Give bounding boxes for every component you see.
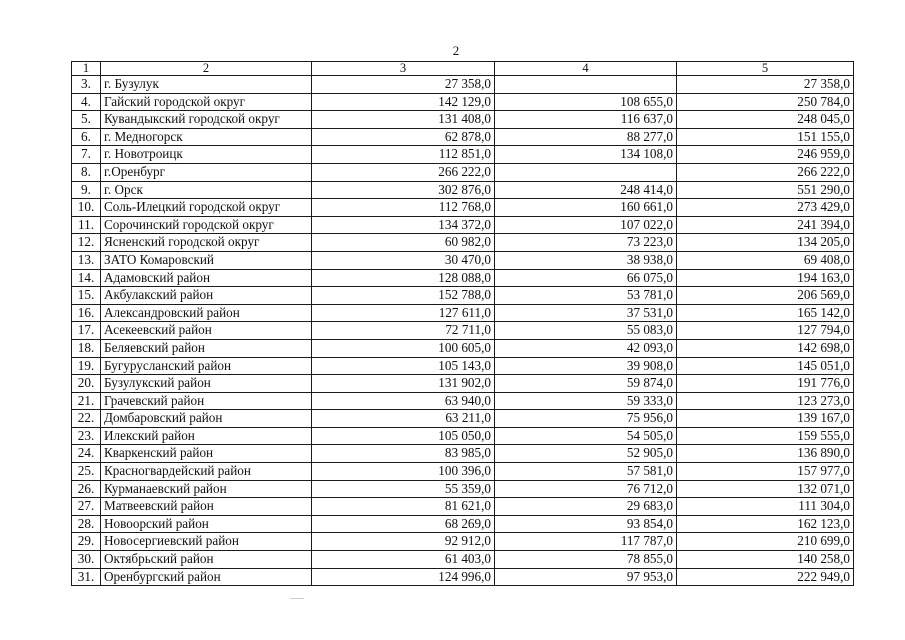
column-3-value-cell: 55 359,0	[312, 480, 495, 498]
row-number-cell: 22.	[72, 410, 101, 428]
column-4-value-cell: 57 581,0	[495, 463, 677, 481]
column-3-value-cell: 112 851,0	[312, 146, 495, 164]
municipality-name-cell: Грачевский район	[101, 392, 312, 410]
column-3-value-cell: 83 985,0	[312, 445, 495, 463]
row-number-cell: 9.	[72, 181, 101, 199]
column-3-value-cell: 100 605,0	[312, 339, 495, 357]
column-3-value-cell: 63 211,0	[312, 410, 495, 428]
column-5-value-cell: 241 394,0	[677, 216, 854, 234]
municipality-name-cell: Новоорский район	[101, 515, 312, 533]
table-row	[72, 128, 854, 146]
column-5-value-cell: 266 222,0	[677, 163, 854, 181]
column-3-value-cell: 60 982,0	[312, 234, 495, 252]
row-number-cell: 14.	[72, 269, 101, 287]
municipality-name-cell: Кваркенский район	[101, 445, 312, 463]
column-5-value-cell: 145 051,0	[677, 357, 854, 375]
column-3-value-cell: 128 088,0	[312, 269, 495, 287]
column-4-value-cell: 116 637,0	[495, 111, 677, 129]
column-3-value-cell: 131 408,0	[312, 111, 495, 129]
row-number-cell: 31.	[72, 568, 101, 586]
column-4-value-cell: 76 712,0	[495, 480, 677, 498]
column-5-value-cell: 248 045,0	[677, 111, 854, 129]
table-row	[72, 445, 854, 463]
column-4-value-cell: 108 655,0	[495, 93, 677, 111]
row-number-cell: 17.	[72, 322, 101, 340]
table-row	[72, 163, 854, 181]
column-4-value-cell: 38 938,0	[495, 251, 677, 269]
table-row	[72, 551, 854, 569]
column-5-value-cell: 127 794,0	[677, 322, 854, 340]
column-4-value-cell: 39 908,0	[495, 357, 677, 375]
municipality-name-cell: Соль-Илецкий городской округ	[101, 199, 312, 217]
column-3-value-cell: 105 050,0	[312, 427, 495, 445]
row-number-cell: 25.	[72, 463, 101, 481]
row-number-cell: 11.	[72, 216, 101, 234]
row-number-cell: 26.	[72, 480, 101, 498]
table-row	[72, 357, 854, 375]
column-4-value-cell: 73 223,0	[495, 234, 677, 252]
column-3-value-cell: 92 912,0	[312, 533, 495, 551]
table-row	[72, 111, 854, 129]
column-header-3: 3	[312, 62, 495, 76]
column-4-value-cell: 52 905,0	[495, 445, 677, 463]
column-5-value-cell: 165 142,0	[677, 304, 854, 322]
table-row	[72, 392, 854, 410]
table-row	[72, 181, 854, 199]
table-row	[72, 375, 854, 393]
column-4-value-cell: 59 874,0	[495, 375, 677, 393]
table-row	[72, 93, 854, 111]
column-5-value-cell: 140 258,0	[677, 551, 854, 569]
column-5-value-cell: 123 273,0	[677, 392, 854, 410]
column-5-value-cell: 139 167,0	[677, 410, 854, 428]
column-3-value-cell: 142 129,0	[312, 93, 495, 111]
municipality-name-cell: Асекеевский район	[101, 322, 312, 340]
municipality-name-cell: Сорочинский городской округ	[101, 216, 312, 234]
table-row	[72, 515, 854, 533]
table-row	[72, 234, 854, 252]
row-number-cell: 6.	[72, 128, 101, 146]
column-5-value-cell: 151 155,0	[677, 128, 854, 146]
table-row	[72, 322, 854, 340]
column-4-value-cell: 29 683,0	[495, 498, 677, 516]
municipality-name-cell: ЗАТО Комаровский	[101, 251, 312, 269]
table-row	[72, 269, 854, 287]
municipality-name-cell: Курманаевский район	[101, 480, 312, 498]
column-5-value-cell: 132 071,0	[677, 480, 854, 498]
table-row	[72, 427, 854, 445]
table-body	[72, 62, 854, 586]
municipality-name-cell: Бузулукский район	[101, 375, 312, 393]
data-table	[71, 61, 854, 586]
column-3-value-cell: 105 143,0	[312, 357, 495, 375]
municipality-name-cell: Домбаровский район	[101, 410, 312, 428]
municipality-name-cell: г. Новотроицк	[101, 146, 312, 164]
column-number-row	[72, 62, 854, 76]
column-4-value-cell: 78 855,0	[495, 551, 677, 569]
column-4-value-cell: 54 505,0	[495, 427, 677, 445]
table-row	[72, 199, 854, 217]
municipality-name-cell: г. Медногорск	[101, 128, 312, 146]
column-3-value-cell: 112 768,0	[312, 199, 495, 217]
municipality-name-cell: Александровский район	[101, 304, 312, 322]
column-3-value-cell: 63 940,0	[312, 392, 495, 410]
column-3-value-cell: 72 711,0	[312, 322, 495, 340]
row-number-cell: 15.	[72, 287, 101, 305]
table-row	[72, 146, 854, 164]
column-4-value-cell: 59 333,0	[495, 392, 677, 410]
column-3-value-cell: 61 403,0	[312, 551, 495, 569]
table-row	[72, 480, 854, 498]
table-row	[72, 339, 854, 357]
column-3-value-cell: 131 902,0	[312, 375, 495, 393]
table-row	[72, 251, 854, 269]
row-number-cell: 7.	[72, 146, 101, 164]
municipality-name-cell: Кувандыкский городской округ	[101, 111, 312, 129]
column-5-value-cell: 210 699,0	[677, 533, 854, 551]
row-number-cell: 21.	[72, 392, 101, 410]
row-number-cell: 20.	[72, 375, 101, 393]
table-row	[72, 533, 854, 551]
municipality-name-cell: г. Орск	[101, 181, 312, 199]
column-3-value-cell: 68 269,0	[312, 515, 495, 533]
column-4-value-cell: 93 854,0	[495, 515, 677, 533]
column-5-value-cell: 69 408,0	[677, 251, 854, 269]
municipality-name-cell: Бугурусланский район	[101, 357, 312, 375]
municipality-name-cell: Акбулакский район	[101, 287, 312, 305]
column-4-value-cell: 88 277,0	[495, 128, 677, 146]
table-row	[72, 568, 854, 586]
column-5-value-cell: 134 205,0	[677, 234, 854, 252]
column-4-value-cell: 66 075,0	[495, 269, 677, 287]
row-number-cell: 12.	[72, 234, 101, 252]
row-number-cell: 13.	[72, 251, 101, 269]
row-number-cell: 5.	[72, 111, 101, 129]
column-5-value-cell: 250 784,0	[677, 93, 854, 111]
municipality-name-cell: Гайский городской округ	[101, 93, 312, 111]
column-5-value-cell: 191 776,0	[677, 375, 854, 393]
column-4-value-cell: 160 661,0	[495, 199, 677, 217]
row-number-cell: 28.	[72, 515, 101, 533]
column-5-value-cell: 206 569,0	[677, 287, 854, 305]
row-number-cell: 30.	[72, 551, 101, 569]
column-5-value-cell: 273 429,0	[677, 199, 854, 217]
column-4-value-cell: 107 022,0	[495, 216, 677, 234]
municipality-name-cell: г. Бузулук	[101, 76, 312, 94]
column-5-value-cell: 222 949,0	[677, 568, 854, 586]
column-3-value-cell: 134 372,0	[312, 216, 495, 234]
municipality-name-cell: Беляевский район	[101, 339, 312, 357]
municipality-name-cell: Ясненский городской округ	[101, 234, 312, 252]
column-3-value-cell: 30 470,0	[312, 251, 495, 269]
table-row	[72, 304, 854, 322]
row-number-cell: 16.	[72, 304, 101, 322]
column-3-value-cell: 81 621,0	[312, 498, 495, 516]
column-5-value-cell: 27 358,0	[677, 76, 854, 94]
column-5-value-cell: 157 977,0	[677, 463, 854, 481]
column-5-value-cell: 162 123,0	[677, 515, 854, 533]
row-number-cell: 27.	[72, 498, 101, 516]
municipality-name-cell: Матвеевский район	[101, 498, 312, 516]
column-5-value-cell: 136 890,0	[677, 445, 854, 463]
row-number-cell: 24.	[72, 445, 101, 463]
row-number-cell: 29.	[72, 533, 101, 551]
column-4-value-cell: 55 083,0	[495, 322, 677, 340]
table-row	[72, 463, 854, 481]
municipality-name-cell: Илекский район	[101, 427, 312, 445]
row-number-cell: 23.	[72, 427, 101, 445]
column-5-value-cell: 551 290,0	[677, 181, 854, 199]
column-3-value-cell: 27 358,0	[312, 76, 495, 94]
column-3-value-cell: 127 611,0	[312, 304, 495, 322]
column-4-value-cell: 42 093,0	[495, 339, 677, 357]
table-row	[72, 287, 854, 305]
municipality-name-cell: Красногвардейский район	[101, 463, 312, 481]
row-number-cell: 18.	[72, 339, 101, 357]
column-4-value-cell: 37 531,0	[495, 304, 677, 322]
column-5-value-cell: 111 304,0	[677, 498, 854, 516]
column-header-4: 4	[495, 62, 677, 76]
row-number-cell: 19.	[72, 357, 101, 375]
column-4-value-cell: 248 414,0	[495, 181, 677, 199]
column-3-value-cell: 62 878,0	[312, 128, 495, 146]
row-number-cell: 4.	[72, 93, 101, 111]
column-5-value-cell: 159 555,0	[677, 427, 854, 445]
row-number-cell: 3.	[72, 76, 101, 94]
row-number-cell: 10.	[72, 199, 101, 217]
column-header-5: 5	[677, 62, 854, 76]
municipality-name-cell: Оренбургский район	[101, 568, 312, 586]
column-4-value-cell: 97 953,0	[495, 568, 677, 586]
column-3-value-cell: 100 396,0	[312, 463, 495, 481]
municipality-name-cell: г.Оренбург	[101, 163, 312, 181]
column-3-value-cell: 152 788,0	[312, 287, 495, 305]
column-header-2: 2	[101, 62, 312, 76]
column-header-1: 1	[72, 62, 101, 76]
table-row	[72, 498, 854, 516]
municipality-name-cell: Новосергиевский район	[101, 533, 312, 551]
column-4-value-cell: 75 956,0	[495, 410, 677, 428]
scan-mark	[290, 598, 304, 599]
column-3-value-cell: 266 222,0	[312, 163, 495, 181]
column-5-value-cell: 194 163,0	[677, 269, 854, 287]
column-4-value-cell	[495, 163, 677, 181]
municipality-name-cell: Адамовский район	[101, 269, 312, 287]
column-3-value-cell: 124 996,0	[312, 568, 495, 586]
column-5-value-cell: 142 698,0	[677, 339, 854, 357]
column-4-value-cell: 117 787,0	[495, 533, 677, 551]
column-3-value-cell: 302 876,0	[312, 181, 495, 199]
municipality-name-cell: Октябрьский район	[101, 551, 312, 569]
column-4-value-cell: 53 781,0	[495, 287, 677, 305]
table-row	[72, 76, 854, 94]
column-5-value-cell: 246 959,0	[677, 146, 854, 164]
row-number-cell: 8.	[72, 163, 101, 181]
column-4-value-cell	[495, 76, 677, 94]
column-4-value-cell: 134 108,0	[495, 146, 677, 164]
table-row	[72, 410, 854, 428]
page-number: 2	[452, 43, 460, 58]
table-row	[72, 216, 854, 234]
